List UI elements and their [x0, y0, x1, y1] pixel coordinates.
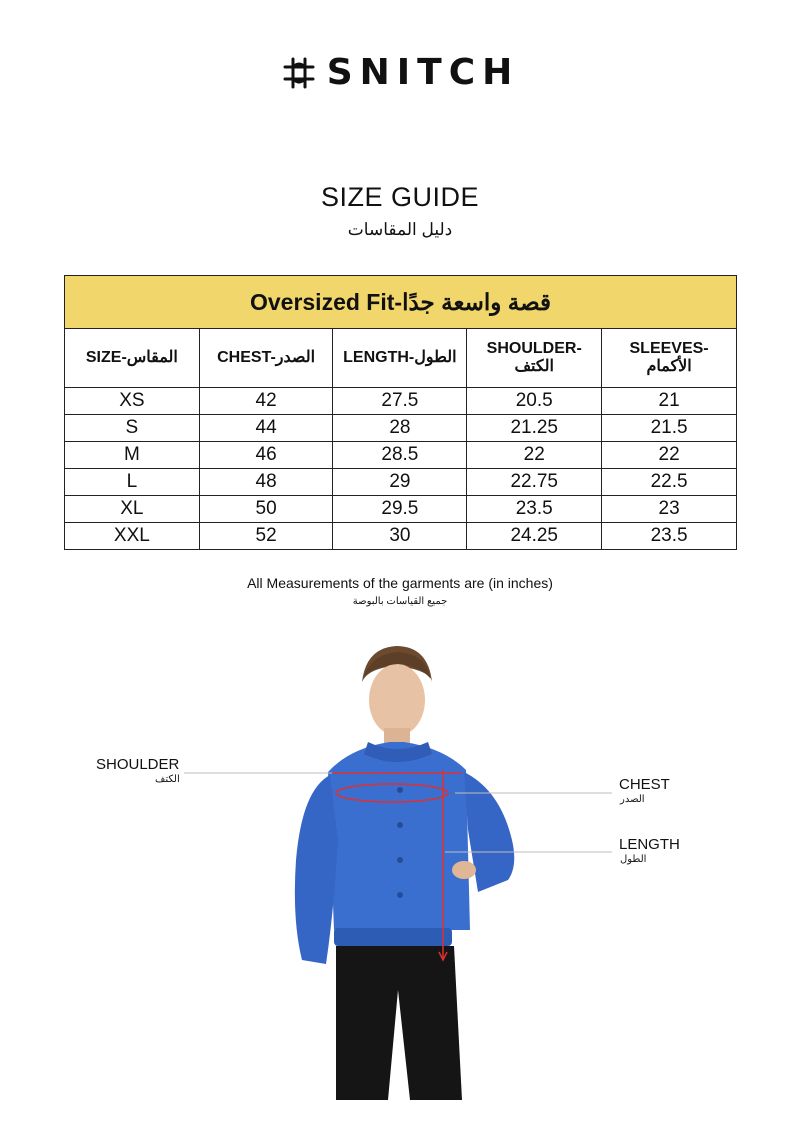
chest-label: CHEST	[619, 776, 670, 793]
size-cell: M	[65, 442, 200, 469]
chest-label-arabic: الصدر	[620, 794, 645, 805]
column-header-size: SIZE-المقاس	[65, 329, 200, 388]
chest-cell: 46	[199, 442, 333, 469]
column-header-shoulder: SHOULDER- الكتف	[467, 329, 602, 388]
size-cell: XS	[65, 388, 200, 415]
size-cell: S	[65, 415, 200, 442]
sleeves-cell: 23.5	[602, 523, 737, 550]
table-row	[65, 469, 737, 496]
size-cell: XXL	[65, 523, 200, 550]
shoulder-cell: 21.25	[467, 415, 602, 442]
column-header-length: LENGTH-الطول	[333, 329, 467, 388]
shoulder-label: SHOULDER	[96, 756, 180, 773]
column-header-sleeves: SLEEVES- الأكمام	[602, 329, 737, 388]
sleeves-cell: 22	[602, 442, 737, 469]
table-row	[65, 415, 737, 442]
measurement-note: All Measurements of the garments are (in inches)	[247, 575, 553, 591]
length-label-arabic: الطول	[620, 854, 647, 865]
chest-cell: 44	[199, 415, 333, 442]
shoulder-cell: 20.5	[467, 388, 602, 415]
fit-label: Oversized Fit-قصة واسعة جدًا	[65, 276, 737, 329]
measurement-diagram	[0, 630, 800, 1148]
shoulder-label-arabic: الكتف	[155, 774, 180, 785]
table-row	[65, 523, 737, 550]
sleeves-cell: 21.5	[602, 415, 737, 442]
sleeves-cell: 23	[602, 496, 737, 523]
measurement-note-arabic: جميع القياسات بالبوصة	[352, 596, 448, 607]
shoulder-cell: 24.25	[467, 523, 602, 550]
column-header-row	[65, 329, 737, 388]
length-cell: 29.5	[333, 496, 467, 523]
table-row	[65, 442, 737, 469]
shoulder-cell: 22	[467, 442, 602, 469]
sleeves-cell: 22.5	[602, 469, 737, 496]
shoulder-cell: 22.75	[467, 469, 602, 496]
length-cell: 27.5	[333, 388, 467, 415]
table-row	[65, 496, 737, 523]
chest-cell: 52	[199, 523, 333, 550]
page-title: SIZE GUIDE	[320, 182, 480, 212]
chest-cell: 42	[199, 388, 333, 415]
chest-cell: 48	[199, 469, 333, 496]
shoulder-cell: 23.5	[467, 496, 602, 523]
fit-header-row	[65, 276, 737, 329]
length-label: LENGTH	[619, 836, 680, 853]
brand-logo	[0, 52, 800, 93]
chest-cell: 50	[199, 496, 333, 523]
page-title-arabic: دليل المقاسات	[347, 220, 453, 239]
length-cell: 30	[333, 523, 467, 550]
size-cell: XL	[65, 496, 200, 523]
brand-name: SNITCH	[326, 52, 520, 93]
hash-grid-icon	[281, 55, 317, 91]
length-cell: 28.5	[333, 442, 467, 469]
length-cell: 29	[333, 469, 467, 496]
sleeves-cell: 21	[602, 388, 737, 415]
size-guide-table	[64, 275, 737, 550]
model-jacket-illustration	[0, 630, 800, 1148]
size-cell: L	[65, 469, 200, 496]
column-header-chest: CHEST-الصدر	[199, 329, 333, 388]
length-cell: 28	[333, 415, 467, 442]
table-row	[65, 388, 737, 415]
